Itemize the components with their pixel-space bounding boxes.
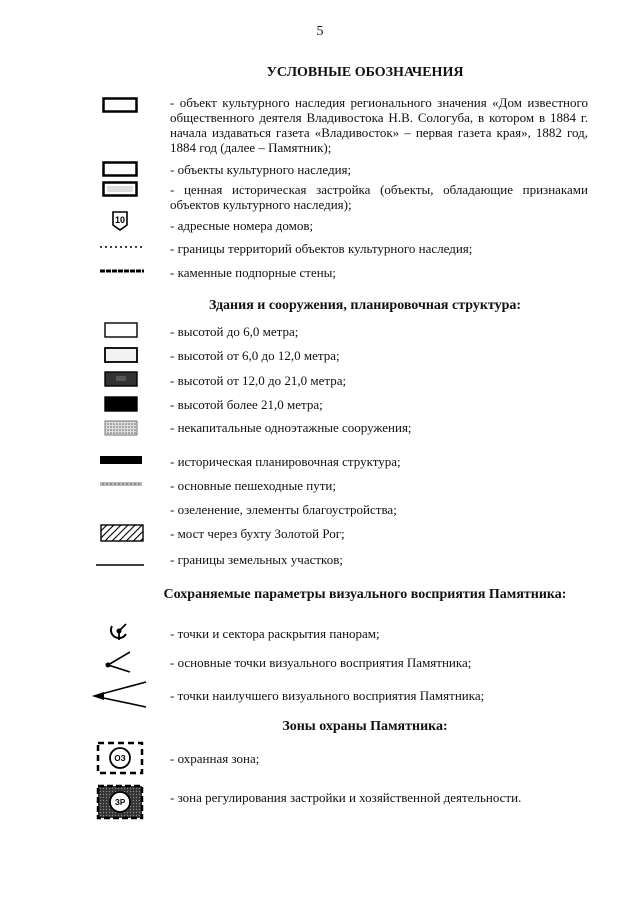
- legend-greenery: - озеленение, элементы благоустройства;: [170, 502, 397, 517]
- address-number-symbol: [110, 210, 130, 232]
- legend-historic-plan: - историческая планировочная структура;: [170, 454, 401, 469]
- protection-zone-symbol: [96, 741, 144, 775]
- legend-regulation-zone: - зона регулирования застройки и хозяйственной деятельности.: [170, 790, 522, 805]
- legend-temporary: - некапитальные одноэтажные сооружения;: [170, 420, 412, 435]
- section-zones: Зоны охраны Памятника:: [282, 719, 448, 734]
- legend-heritage-borders: - границы территорий объектов культурного наследия;: [170, 241, 473, 256]
- monument-symbol: [102, 97, 138, 113]
- legend-stone-walls: - каменные подпорные стены;: [170, 265, 337, 280]
- temporary-structures-symbol: [104, 420, 138, 436]
- land-border-symbol: [96, 563, 144, 567]
- regulation-zone-symbol: [96, 784, 144, 820]
- pedestrian-path-symbol: [100, 480, 142, 488]
- legend-best-visual-points: - точки наилучшего визуального восприятия Памятника;: [170, 688, 485, 703]
- historic-plan-symbol: [100, 455, 142, 465]
- heritage-border-symbol: [100, 244, 144, 250]
- legend-height-6-12: - высотой от 6,0 до 12,0 метра;: [170, 348, 340, 363]
- legend-monument: - объект культурного наследия регионального значения «Дом известного общественного деятеля Владивостока Н.В. Сологуба, в котором в 1884 г. начала издаваться газета «Владивосток» – первая газета края», 1882 год, 1884 год (далее – Памятник);: [170, 95, 588, 155]
- page-number: 5: [316, 24, 324, 39]
- height-21-symbol: [104, 396, 138, 412]
- legend-pedestrian: - основные пешеходные пути;: [170, 478, 336, 493]
- stone-wall-symbol: [100, 268, 144, 274]
- legend-heritage-objects: - объекты культурного наследия;: [170, 162, 352, 177]
- legend-bridge: - мост через бухту Золотой Рог;: [170, 526, 345, 541]
- legend-height-21: - высотой более 21,0 метра;: [170, 397, 323, 412]
- height-6-symbol: [104, 322, 138, 338]
- legend-panorama-points: - точки и сектора раскрытия панорам;: [170, 626, 380, 641]
- height-6-12-symbol: [104, 347, 138, 363]
- legend-main-visual-points: - основные точки визуального восприятия Памятника;: [170, 655, 472, 670]
- legend-address-numbers: - адресные номера домов;: [170, 218, 314, 233]
- heritage-objects-symbol: [102, 161, 138, 177]
- section-visual: Сохраняемые параметры визуального восприятия Памятника:: [163, 587, 567, 602]
- bridge-symbol: [100, 524, 144, 542]
- legend-historic-buildings: - ценная историческая застройка (объекты, обладающие признаками объектов культурного наследия);: [170, 182, 588, 212]
- section-buildings: Здания и сооружения, планировочная структура:: [208, 298, 522, 313]
- protection-zone-label: ОЗ: [114, 754, 126, 763]
- panorama-point-symbol: [108, 620, 130, 642]
- regulation-zone-label: ЗР: [114, 798, 126, 807]
- main-visual-point-symbol: [104, 648, 134, 674]
- height-12-21-symbol: [104, 371, 138, 387]
- legend-protection-zone: - охранная зона;: [170, 751, 260, 766]
- address-number-label: 10: [114, 215, 126, 225]
- legend-land-borders: - границы земельных участков;: [170, 552, 343, 567]
- best-visual-point-symbol: [90, 679, 150, 709]
- legend-height-6: - высотой до 6,0 метра;: [170, 324, 299, 339]
- legend-height-12-21: - высотой от 12,0 до 21,0 метра;: [170, 373, 347, 388]
- legend-title: УСЛОВНЫЕ ОБОЗНАЧЕНИЯ: [266, 65, 464, 80]
- historic-buildings-symbol: [102, 181, 138, 197]
